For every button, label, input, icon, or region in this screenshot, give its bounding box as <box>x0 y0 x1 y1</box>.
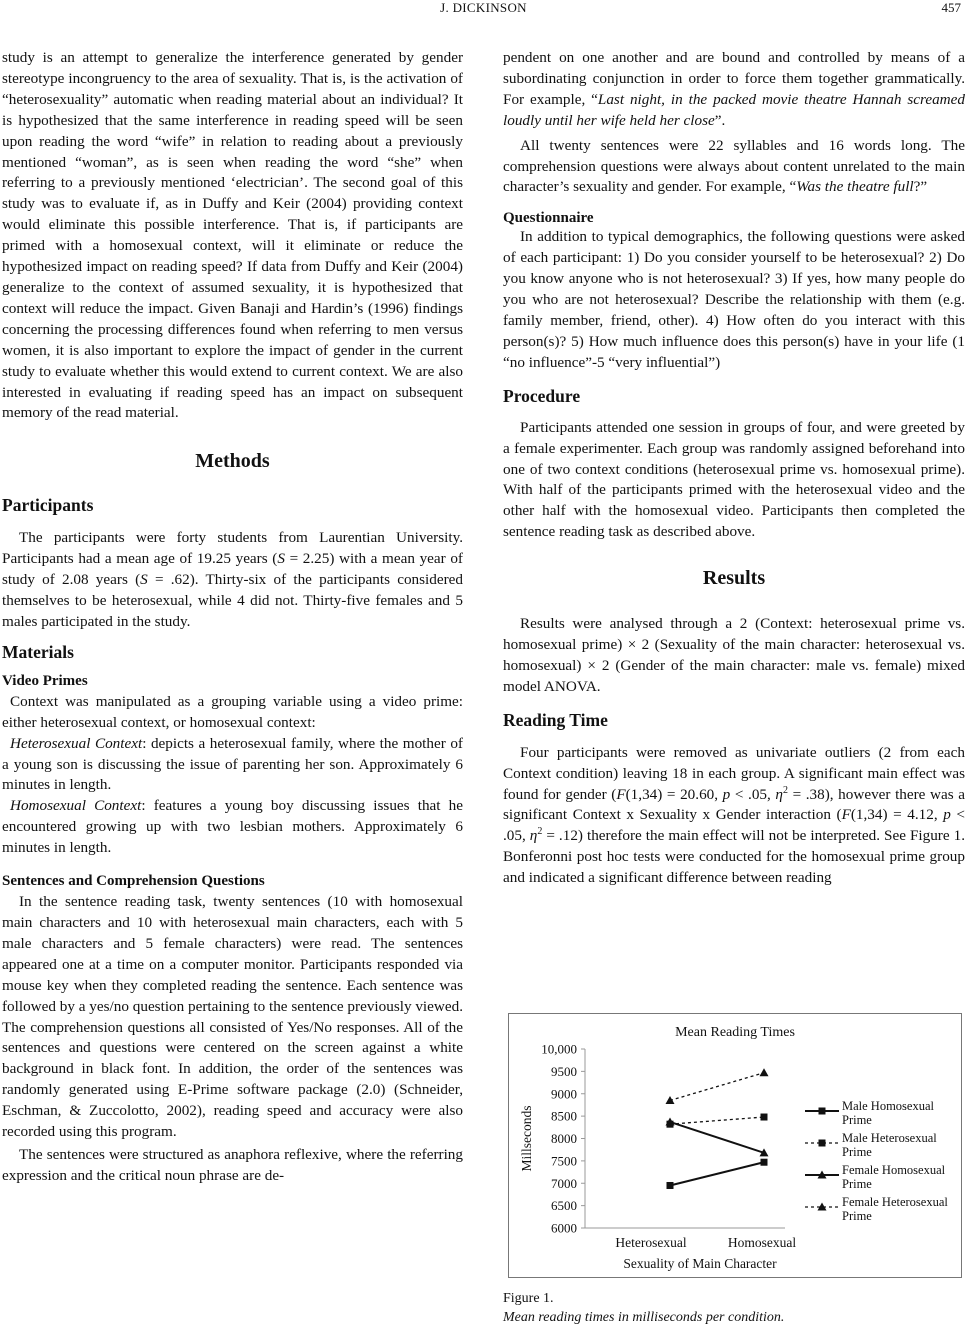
methods-heading: Methods <box>195 450 270 473</box>
right-column <box>503 48 965 889</box>
figure-label: Figure 1. <box>503 1291 554 1306</box>
reading-time-heading: Reading Time <box>503 709 608 730</box>
series-line <box>670 1122 764 1153</box>
figure-description: Mean reading times in milliseconds per condition. <box>503 1310 785 1325</box>
running-head <box>0 0 967 22</box>
y-tick-label: 8500 <box>551 1108 577 1124</box>
procedure-heading: Procedure <box>503 385 581 406</box>
data-point <box>760 1068 769 1076</box>
running-head-author: J. DICKINSON <box>440 0 527 15</box>
y-tick-label: 7000 <box>551 1175 577 1191</box>
y-tick-label: 7500 <box>551 1153 577 1169</box>
y-tick-label: 6500 <box>551 1198 577 1214</box>
hetero-context-paragraph: Heterosexual Context: depicts a heterosexual family, where the mother of a young son is discussing the issue of parenting her son. Approximately 6 minutes in length. <box>2 734 463 794</box>
data-point <box>667 1182 674 1189</box>
participants-heading: Participants <box>2 495 94 516</box>
intro-paragraph: study is an attempt to generalize the interference generated by gender stereotype incongruency to the area of sexuality. That is, is the activation of “heterosexuality” automatic when reading material about an individual? It is hypothesized that the same interference in reading speed will be seen upon reading the word “wife” in relation to reading about a previously mentioned “woman”, as is seen when reading the word “she” when referring to a previously mentioned ‘electrician’. The second goal of this study was to evaluate if, as in Duffy and Keir (2004) providing context would eliminate this possible interference. That is, if participants are primed with a homosexual context, will it eliminate or reduce the hypothesized impact on reading speed? If data from Duffy and Keir (2004) generalize to the context of assumed sexuality, it is hypothesized that context will reduce the impact. Given Banaji and Hardin’s (1996) findings concerning the processing differences found when referring to men versus women, it is also important to explore the impact of gender in the current study to evaluate whether this would extend to current context. We are also interested in evaluating if reading speed has an impact on subsequent memory of the read material. <box>2 49 463 422</box>
page-number: 457 <box>941 0 961 15</box>
legend-label: Female Homosexual <box>842 1163 946 1177</box>
series-line <box>670 1073 764 1101</box>
y-tick-label: 6000 <box>551 1220 577 1236</box>
legend-label: Prime <box>842 1209 872 1223</box>
video-primes-heading: Video Primes <box>2 672 88 689</box>
series-line <box>670 1162 764 1185</box>
legend-label: Prime <box>842 1113 872 1127</box>
legend-marker <box>819 1108 826 1115</box>
chart-title: Mean Reading Times <box>675 1025 795 1040</box>
x-axis-label: Sexuality of Main Character <box>623 1256 777 1271</box>
legend-label: Prime <box>842 1177 872 1191</box>
sentences-paragraph: In the sentence reading task, twenty sentences (10 with homosexual main characters and 10 with heterosexual main characters, each with 5 male characters and 5 female characters) were read. The sentences appeared one at a time on a computer monitor. Participants responded via mouse key when they completed reading the sentence. Each sentence was followed by a yes/no question pertaining to the sentence previously viewed. The comprehension questions all consisted of Yes/No responses. All of the sentences and questions were centered on the screen against a white background in black font. In addition, the order of the sentences was randomly generated using E-Prime software package (2.0) (Schneider, Eschman, & Zuccolotto, 2002), reading speed and accuracy were also recorded using this program. <box>2 893 463 1141</box>
reading-time-paragraph: Four participants were removed as univariate outliers (2 from each Context condition) leaving 18 in each group. A significant main effect was found for gender (F(1,34) = 20.60, p < .05, $\eta^2 = .38$), however there was a significant Context x Sexuality x Gender interaction (F(1,34) = 4.12, p < .05, $\eta^2 = .12$) therefore the main effect will not be interpreted. See Figure 1. Bonferonni post hoc tests were conducted for the homosexual prime group and indicated a significant difference between reading <box>503 743 966 887</box>
y-tick-label: 9500 <box>551 1063 577 1079</box>
data-point <box>761 1114 768 1121</box>
figure-1 <box>508 1013 962 1278</box>
legend-label: Prime <box>842 1145 872 1159</box>
y-tick-label: 9000 <box>551 1086 577 1102</box>
left-column <box>2 48 463 1187</box>
legend-label: Female Heterosexual <box>842 1195 948 1209</box>
legend-marker <box>819 1140 826 1147</box>
series-line <box>670 1117 764 1124</box>
homo-context-paragraph: Homosexual Context: features a young boy discussing issues that he encountered growing up with two lesbian mothers. Approximately 6 minutes in length. <box>2 797 464 857</box>
x-tick-label: Heterosexual <box>615 1235 687 1250</box>
sentences-heading: Sentences and Comprehension Questions <box>2 873 265 890</box>
questionnaire-paragraph: In addition to typical demographics, the following questions were asked of each participant: 1) Do you consider yourself to be heterosexual? 2) Do you know anyone who is not heterosexual? 3) If yes, how many people do you who are not heterosexual? Describe the relationship with them (e.g. family member, friend, other). 4) How often do you interact with this person(s)? 5) How much influence does this person(s) have in your life (1 “no influence”-5 “very influential”) <box>503 228 965 371</box>
y-axis-label: Millseconds <box>519 1105 534 1172</box>
questionnaire-heading: Questionnaire <box>503 210 594 227</box>
legend-label: Male Heterosexual <box>842 1131 937 1145</box>
results-heading: Results <box>702 567 766 590</box>
x-tick-label: Homosexual <box>727 1235 797 1250</box>
anaphora-paragraph: The sentences were structured as anaphora reflexive, where the referring expression and the critical noun phrase are de- <box>2 1145 463 1184</box>
procedure-paragraph: Participants attended one session in groups of four, and were greeted by a female experimenter. Each group was randomly assigned beforehand into one of two context conditions (heterosexual prime vs. homosexual prime). With half of the participants primed with the heterosexual video and the other half with the homosexual video. Participants then completed the sentence reading task as described above. <box>503 418 965 541</box>
legend-label: Male Homosexual <box>842 1099 934 1113</box>
continuation-paragraph: pendent on one another and are bound and controlled by means of a subordinating conjunction in order to force them together grammatically. For example, “Last night, in the packed movie theatre Hannah screamed loudly until her wife held her close”. <box>503 49 965 129</box>
data-point <box>666 1096 675 1104</box>
materials-heading: Materials <box>2 641 74 662</box>
syllables-paragraph: All twenty sentences were 22 syllables and 16 words long. The comprehension questions were always about content unrelated to the main character’s sexuality and gender. For example, “Was the theatre full?” <box>503 136 965 196</box>
figure-caption <box>503 1289 965 1327</box>
y-tick-label: 10,000 <box>541 1041 577 1057</box>
data-point <box>761 1159 768 1166</box>
y-tick-label: 8000 <box>551 1131 577 1146</box>
results-paragraph: Results were analysed through a 2 (Context: heterosexual prime vs. homosexual prime) × 2 (Sexuality of the main character: heterosexual vs. homosexual) × 2 (Gender of the main character: male vs. female) mixed model ANOVA. <box>503 615 965 695</box>
video-primes-paragraph: Context was manipulated as a grouping variable using a video prime: either heterosexual context, or homosexual context: <box>2 692 463 731</box>
participants-paragraph: The participants were forty students from Laurentian University. Participants had a mean age of 19.25 years (S = 2.25) with a mean year of study of 2.08 years (S = .62). Thirty-six of the participants considered themselves to be heterosexual, while 4 did not. Thirty-five females and 5 males participated in the study. <box>2 529 463 630</box>
reading-times-chart <box>509 1014 961 1277</box>
